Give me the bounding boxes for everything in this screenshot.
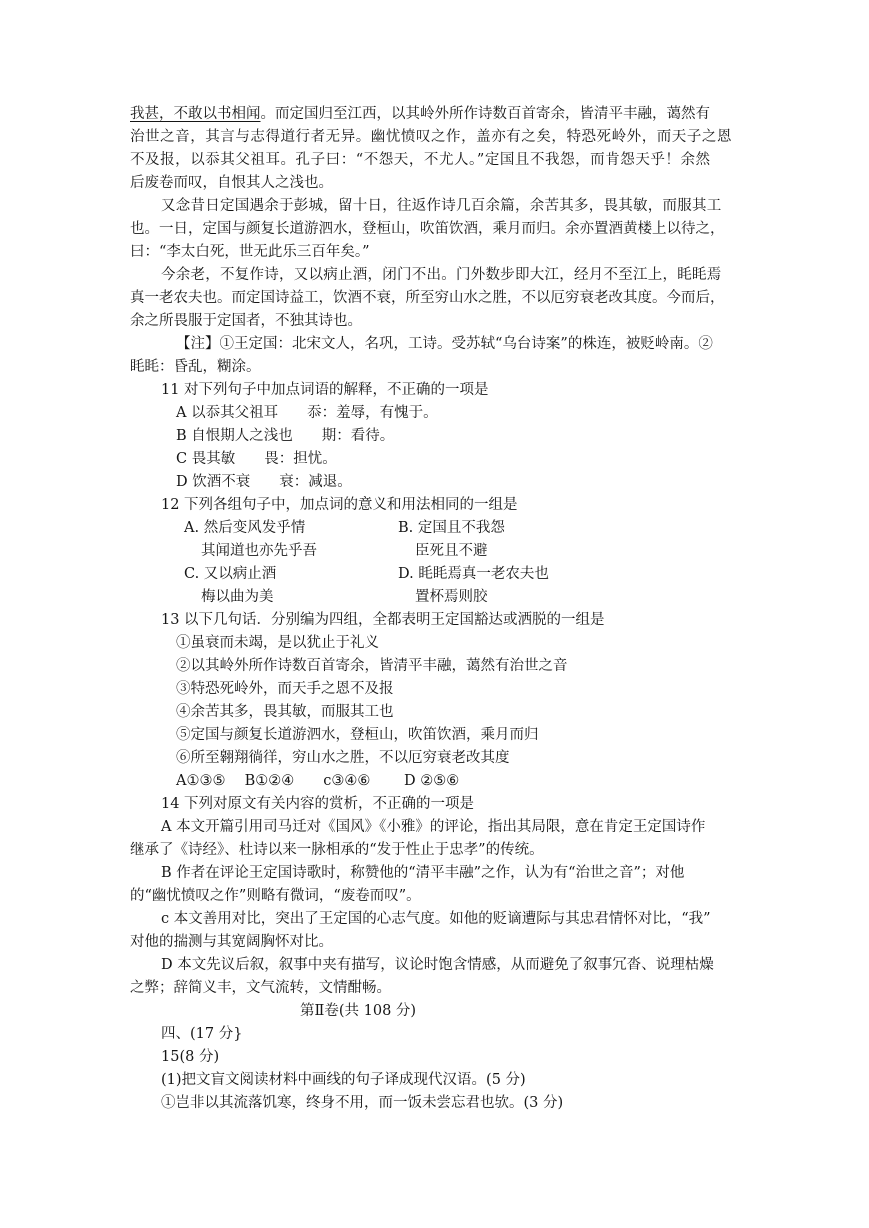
question-12-stem: 12 下列各组句子中，加点词的意义和用法相同的一组是 xyxy=(161,497,518,513)
passage-text: 。而定国归至江西，以其岭外所作诗数百首寄余，皆清平丰融，蔼然有 xyxy=(260,106,710,122)
passage-line-9: 真一老农夫也。而定国诗益工，饮酒不衰，所至穷山水之胜，不以厄穷衰老改其度。今而后， xyxy=(130,290,725,306)
question-15-part-1: (1)把文盲文阅读材料中画线的句子译成现代汉语。(5 分) xyxy=(161,1072,526,1088)
question-13-item-4: ④余苦其多，畏其敏，而服其工也 xyxy=(176,704,394,720)
question-13-item-1: ①虽衰而未竭，是以犹止于礼义 xyxy=(176,635,379,651)
question-11-option-b: B 自恨期人之浅也 期：看待。 xyxy=(176,428,395,444)
passage-line-10: 余之所畏服于定国者，不独其诗也。 xyxy=(130,313,362,329)
question-14-option-d-line-1: D 本文先议后叙，叙事中夹有描写，议论时饱含情感，从而避免了叙事冗沓、说理枯燥 xyxy=(161,957,714,973)
question-11-option-c: C 畏其敏 畏：担忧。 xyxy=(176,451,337,467)
annotation-line-1: 【注】①王定国：北宋文人，名巩，工诗。受苏轼“乌台诗案”的株连，被贬岭南。② xyxy=(176,336,713,352)
passage-line-4: 后废卷而叹，自恨其人之浅也。 xyxy=(130,175,333,191)
question-12-option-b-line-2: 臣死且不避 xyxy=(415,543,488,559)
question-13-stem: 13 以下几句话．分别编为四组，全都表明王定国豁达或洒脱的一组是 xyxy=(161,612,605,628)
question-13-item-3: ③特恐死岭外，而天手之恩不及报 xyxy=(176,681,394,697)
question-12-option-d-line-1: D. 眊眊焉真一老农夫也 xyxy=(398,566,549,582)
passage-line-7: 曰：“李太白死，世无此乐三百年矣。” xyxy=(130,244,370,260)
question-11-stem: 11 对下列句子中加点词语的解释，不正确的一项是 xyxy=(161,382,489,398)
question-14-option-a-line-2: 继承了《诗经》、杜诗以来一脉相承的“发于性止于忠孝”的传统。 xyxy=(130,842,544,858)
question-12-option-b-line-1: B. 定国且不我怨 xyxy=(398,520,505,536)
question-12-option-d-line-2: 置杯焉则胶 xyxy=(415,589,488,605)
question-14-option-c-line-2: 对他的揣测与其宽阔胸怀对比。 xyxy=(130,934,333,950)
question-11-option-d: D 饮酒不衰 衰：减退。 xyxy=(176,474,352,490)
question-14-option-b-line-1: B 作者在评论王定国诗歌时，称赞他的“清平丰融”之作，认为有“治世之音”；对他 xyxy=(161,865,685,881)
question-13-item-6: ⑥所至翱翔徜徉，穷山水之胜，不以厄穷衰老改其度 xyxy=(176,750,510,766)
question-12-option-c-line-1: C. 又以病止酒 xyxy=(184,566,277,582)
question-15-heading: 15(8 分) xyxy=(161,1049,220,1065)
underlined-sentence: 我甚，不敢以书相闻 xyxy=(130,106,261,122)
question-13-item-2: ②以其岭外所作诗数百首寄余，皆清平丰融，蔼然有治世之音 xyxy=(176,658,568,674)
section-heading: 第Ⅱ卷(共 108 分) xyxy=(300,1003,417,1019)
question-14-option-d-line-2: 之弊；辞简义丰，文气流转，文情酣畅。 xyxy=(130,980,391,996)
annotation-line-2: 眊眊：昏乱，糊涂。 xyxy=(130,359,261,375)
question-13-options: A①③⑤ B①②④ c③④⑥ D ②⑤⑥ xyxy=(176,773,460,789)
question-14-option-c-line-1: c 本文善用对比，突出了王定国的心志气度。如他的贬谪遭际与其忠君情怀对比，“我” xyxy=(161,911,711,927)
question-12-option-c-line-2: 梅以曲为美 xyxy=(201,589,274,605)
passage-line-6: 也。一日，定国与颜复长道游泗水，登桓山，吹笛饮酒，乘月而归。余亦置酒黄楼上以待之， xyxy=(130,221,725,237)
passage-line-3: 不及报，以忝其父祖耳。孔子曰：“不怨天，不尤人。”定国且不我怨，而肯怨天乎！余然 xyxy=(130,152,711,168)
question-14-stem: 14 下列对原文有关内容的赏析，不正确的一项是 xyxy=(161,796,475,812)
question-12-option-a-line-2: 其闻道也亦先乎吾 xyxy=(201,543,317,559)
part-four-heading: 四、(17 分} xyxy=(161,1026,243,1042)
question-11-option-a: A 以忝其父祖耳 忝：羞辱，有愧于。 xyxy=(176,405,438,421)
question-14-option-b-line-2: 的“幽忧愤叹之作”则略有微词，“废卷而叹”。 xyxy=(130,888,421,904)
question-15-sentence-1: ①岂非以其流落饥寒，终身不用，而一饭未尝忘君也欤。(3 分) xyxy=(161,1095,564,1111)
question-12-option-a-line-1: A. 然后变风发乎情 xyxy=(184,520,306,536)
question-14-option-a-line-1: A 本文开篇引用司马迁对《国风》《小雅》的评论，指出其局限，意在肯定王定国诗作 xyxy=(161,819,706,835)
passage-line-5: 又念昔日定国遇余于彭城，留十日，往返作诗几百余篇，余苦其多，畏其敏，而服其工 xyxy=(161,198,722,214)
question-13-item-5: ⑤定国与颜复长道游泗水，登桓山，吹笛饮酒，乘月而归 xyxy=(176,727,539,743)
passage-line-2: 治世之音，其言与志得道行者无异。幽忧愤叹之作，盖亦有之矣，特恐死岭外，而天子之恩 xyxy=(130,129,732,145)
passage-line-8: 今余老，不复作诗，又以病止酒，闭门不出。门外数步即大江，经月不至江上，眊眊焉 xyxy=(161,267,722,283)
passage-line-1 xyxy=(130,104,710,124)
